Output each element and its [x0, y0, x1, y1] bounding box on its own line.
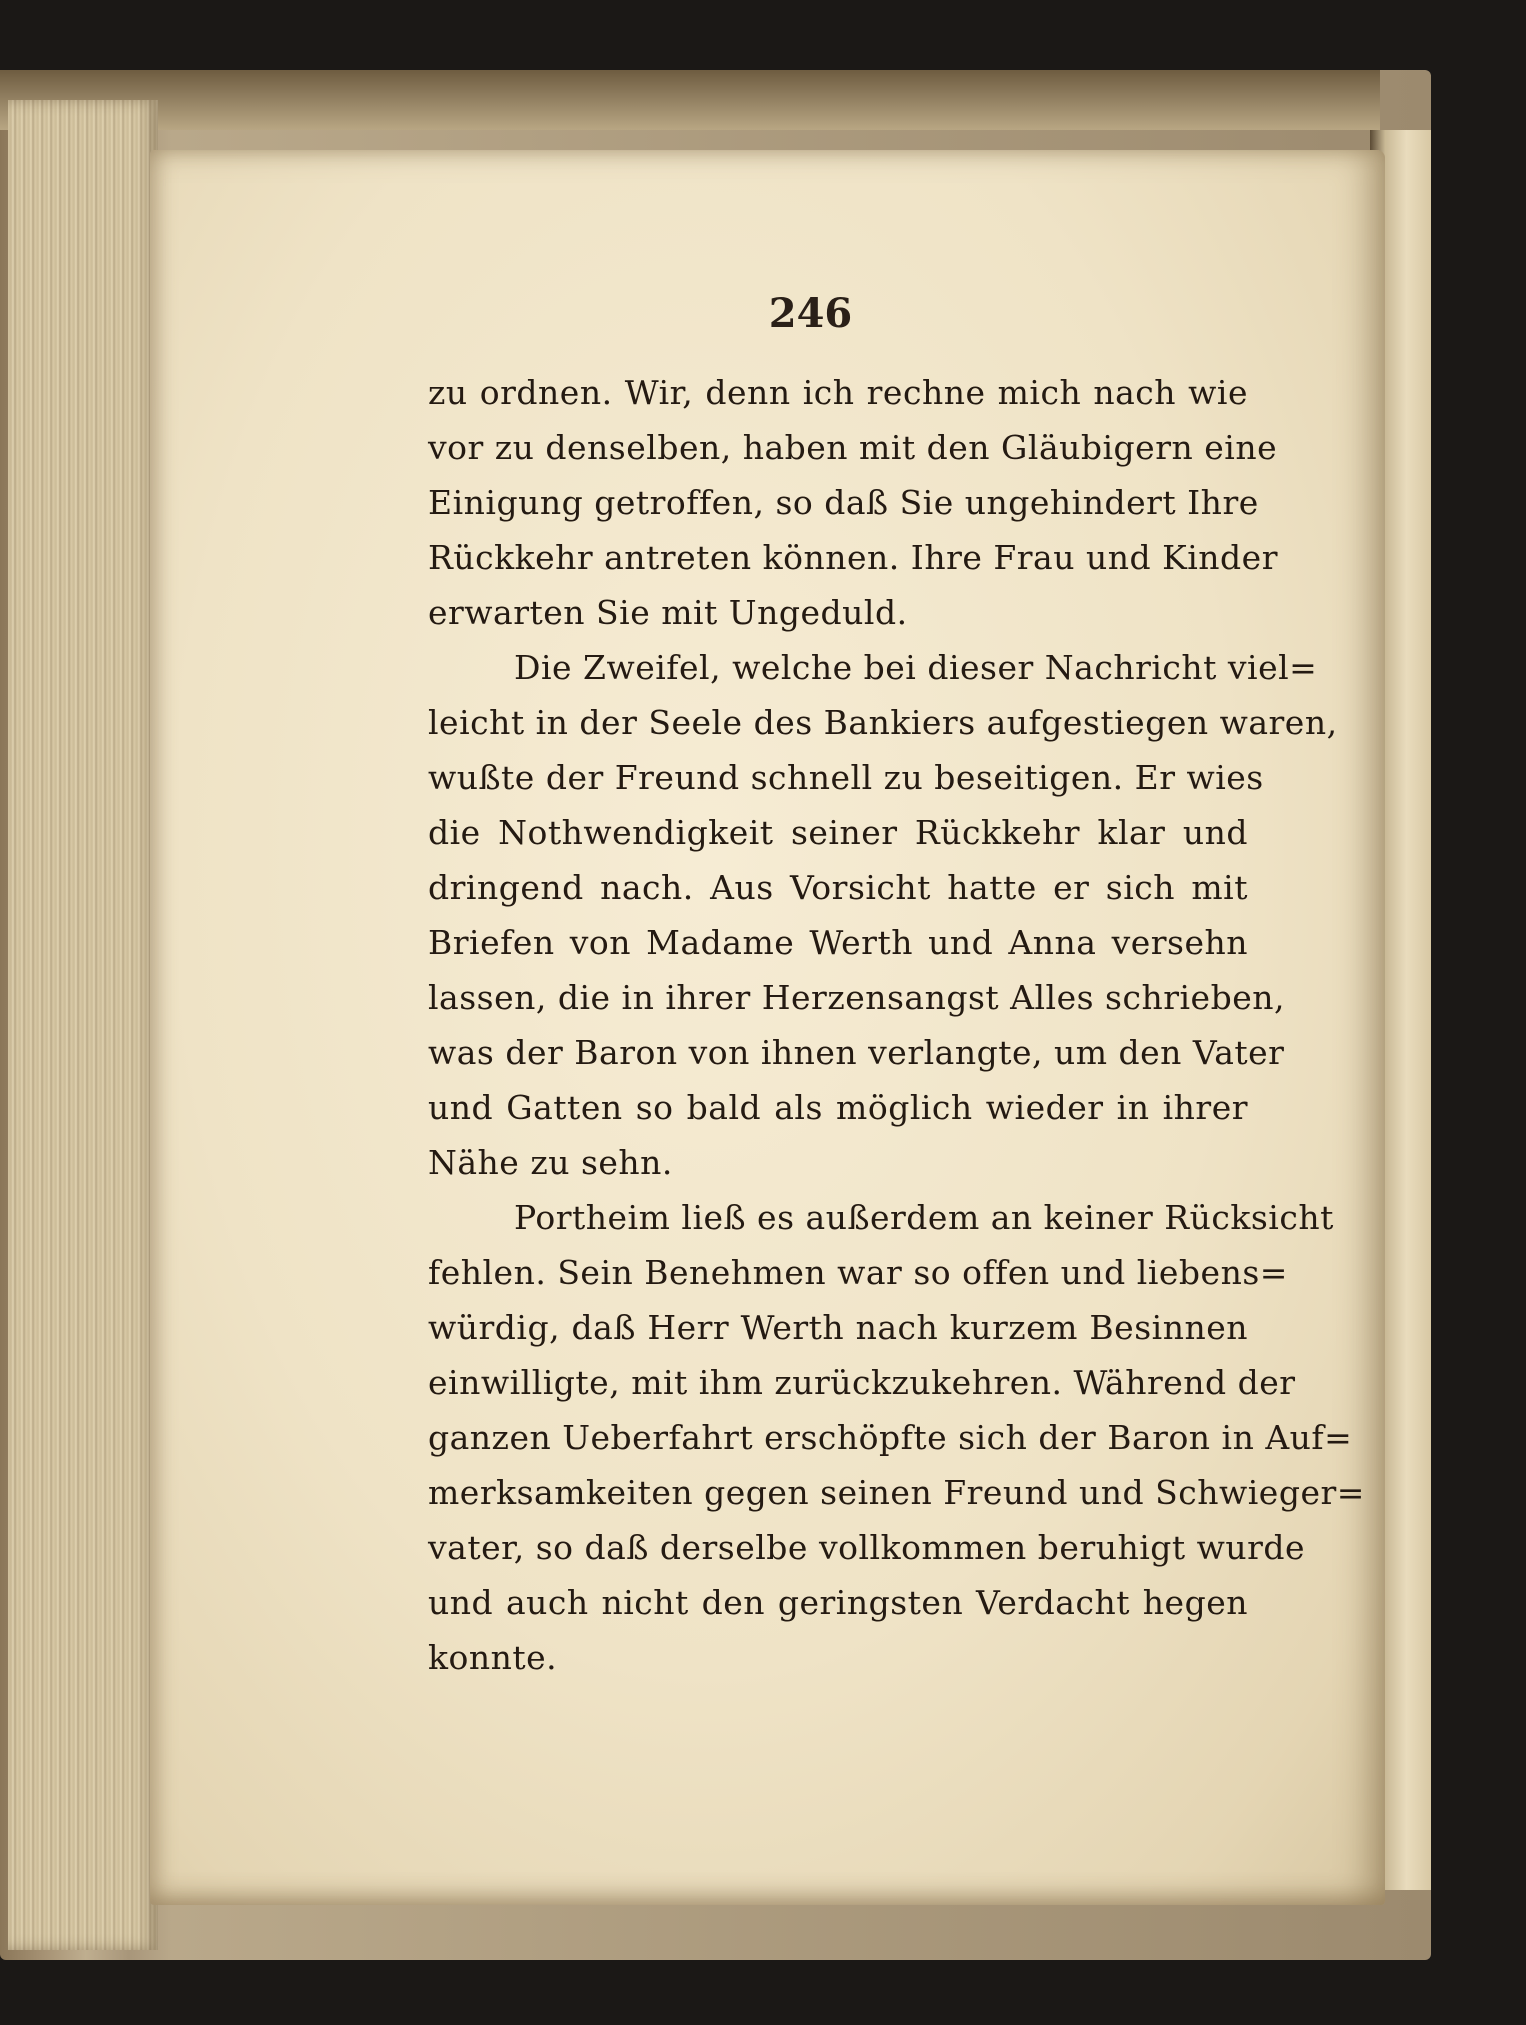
text-line: leicht in der Seele des Bankiers aufgestiegen waren,	[428, 703, 1338, 742]
text-line: ganzen Ueberfahrt erschöpfte sich der Baron in Auf=	[428, 1418, 1353, 1457]
text-line: Rückkehr antreten können. Ihre Frau und Kinder	[428, 538, 1278, 577]
text-line: erwarten Sie mit Ungeduld.	[428, 593, 908, 632]
text-line: würdig, daß Herr Werth nach kurzem Besinnen	[428, 1308, 1248, 1347]
text-line: die Nothwendigkeit seiner Rückkehr klar und	[428, 813, 1248, 852]
book-top-edge	[0, 70, 1380, 130]
text-line: Briefen von Madame Werth und Anna versehn	[428, 923, 1248, 962]
text-line: merksamkeiten gegen seinen Freund und Schwieger=	[428, 1473, 1365, 1512]
page-number: 246	[768, 290, 853, 337]
text-line: und Gatten so bald als möglich wieder in ihrer	[428, 1088, 1248, 1127]
page-text	[428, 365, 1365, 1685]
text-line: Die Zweifel, welche bei dieser Nachricht viel=	[514, 648, 1318, 687]
page-edges	[8, 100, 158, 1950]
paragraph	[428, 640, 1338, 1190]
text-line: konnte.	[428, 1638, 558, 1677]
text-line: zu ordnen. Wir, denn ich rechne mich nach wie	[428, 373, 1248, 412]
text-line: und auch nicht den geringsten Verdacht hegen	[428, 1583, 1248, 1622]
text-line: einwilligte, mit ihm zurückzukehren. Während der	[428, 1363, 1296, 1402]
text-line: Portheim ließ es außerdem an keiner Rücksicht	[514, 1198, 1334, 1237]
text-line: vater, so daß derselbe vollkommen beruhigt wurde	[428, 1528, 1306, 1567]
text-line: vor zu denselben, haben mit den Gläubigern eine	[428, 428, 1278, 467]
text-line: was der Baron von ihnen verlangte, um den Vater	[428, 1033, 1285, 1072]
text-line: Einigung getroffen, so daß Sie ungehindert Ihre	[428, 483, 1259, 522]
paragraph	[428, 365, 1278, 640]
text-line: lassen, die in ihrer Herzensangst Alles schrieben,	[428, 978, 1285, 1017]
text-line: dringend nach. Aus Vorsicht hatte er sich mit	[428, 868, 1248, 907]
text-line: Nähe zu sehn.	[428, 1143, 673, 1182]
paragraph	[428, 1190, 1365, 1685]
text-line: wußte der Freund schnell zu beseitigen. Er wies	[428, 758, 1264, 797]
text-line: fehlen. Sein Benehmen war so offen und liebens=	[428, 1253, 1288, 1292]
